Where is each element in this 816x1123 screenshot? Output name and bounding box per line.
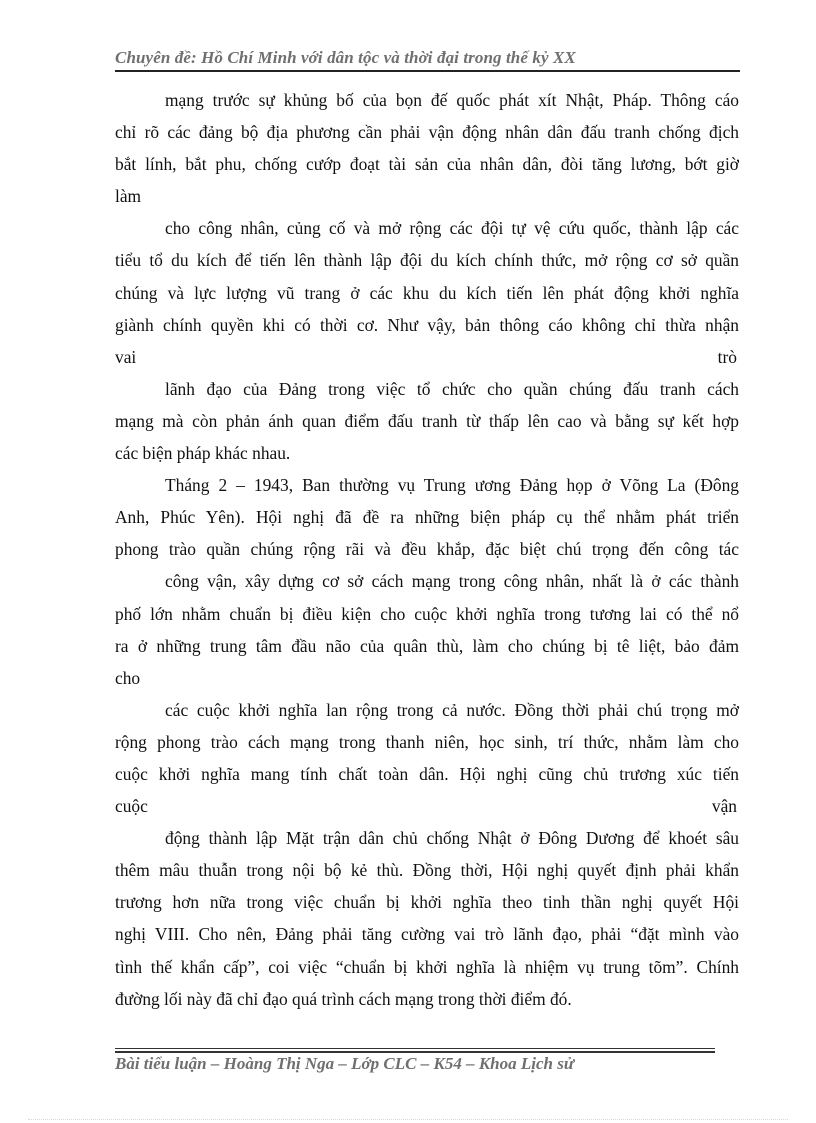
text-line: giành chính quyền khi có thời cơ. Như vậy, bản thông cáo không chỉ thừa nhận	[115, 314, 739, 335]
text-line: đường lối này đã chỉ đạo quá trình cách mạng trong thời điểm đó.	[115, 988, 572, 1009]
text-line-split	[115, 790, 739, 822]
text-line-split	[115, 341, 739, 373]
text-line: cho công nhân, củng cố và mở rộng các đội tự vệ cứu quốc, thành lập các	[165, 218, 739, 239]
text-line: bắt lính, bắt phu, chống cướp đoạt tài sản của nhân dân, đòi tăng lương, bớt giờ	[115, 154, 739, 175]
text-line: động thành lập Mặt trận dân chủ chống Nhật ở Đông Dương để khoét sâu	[165, 828, 739, 849]
header-divider	[115, 70, 740, 72]
text-fragment: vai	[115, 346, 137, 367]
text-line: lãnh đạo của Đảng trong việc tổ chức cho quần chúng đấu tranh cách	[165, 378, 739, 399]
footer-divider-thick	[115, 1051, 715, 1053]
footer-divider-thin	[115, 1048, 715, 1049]
text-line: chúng và lực lượng vũ trang ở các khu du kích tiến lên phát động khởi nghĩa	[115, 282, 739, 303]
page-header-title: Chuyên đề: Hồ Chí Minh với dân tộc và thời đại trong thế kỷ XX	[115, 48, 576, 67]
text-fragment: cuộc	[115, 796, 148, 817]
text-line: tình thế khẩn cấp”, coi việc “chuẩn bị khởi nghĩa là nhiệm vụ trung tõm”. Chính	[115, 956, 739, 977]
text-line: phố lớn nhằm chuẩn bị điều kiện cho cuộc khởi nghĩa trong tương lai có thể nổ	[115, 603, 739, 624]
page-bottom-border	[28, 1119, 788, 1120]
text-fragment: vận	[711, 796, 737, 817]
text-line: ra ở những trung tâm đầu não của quân thù, làm cho chúng bị tê liệt, bảo đảm	[115, 635, 739, 656]
text-line: làm	[115, 186, 142, 207]
text-line: mạng trước sự khủng bố của bọn đế quốc phát xít Nhật, Pháp. Thông cáo	[165, 90, 739, 110]
text-line: công vận, xây dựng cơ sở cách mạng trong công nhân, nhất là ở các thành	[165, 571, 739, 592]
text-line: Tháng 2 – 1943, Ban thường vụ Trung ương Đảng họp ở Võng La (Đông	[165, 475, 739, 496]
text-line: mạng mà còn phản ánh quan điểm đấu tranh từ thấp lên cao và bằng sự kết hợp	[115, 410, 739, 431]
page-footer-text: Bài tiểu luận – Hoàng Thị Nga – Lớp CLC – K54 – Khoa Lịch sử	[115, 1054, 575, 1073]
text-line: rộng phong trào cách mạng trong thanh niên, học sinh, trí thức, nhằm làm cho	[115, 731, 739, 752]
text-fragment: trò	[717, 346, 737, 367]
text-line: chỉ rõ các đảng bộ địa phương cần phải vận động nhân dân đấu tranh chống địch	[115, 122, 739, 143]
text-line: cho	[115, 667, 141, 688]
text-line: phong trào quần chúng rộng rãi và đều khắp, đặc biệt chú trọng đến công tác	[115, 539, 739, 560]
text-line: các biện pháp khác nhau.	[115, 443, 291, 464]
text-line: thêm mâu thuẫn trong nội bộ kẻ thù. Đồng thời, Hội nghị quyết định phải khẩn	[115, 860, 739, 881]
text-line: cuộc khởi nghĩa mang tính chất toàn dân. Hội nghị cũng chủ trương xúc tiến	[115, 763, 739, 784]
text-line: các cuộc khởi nghĩa lan rộng trong cả nước. Đồng thời phải chú trọng mở	[165, 699, 739, 720]
text-line: tiểu tổ du kích để tiến lên thành lập đội du kích chính thức, mở rộng cơ sở quần	[115, 250, 739, 271]
document-body	[115, 84, 739, 1015]
text-line: Anh, Phúc Yên). Hội nghị đã đề ra những biện pháp cụ thể nhằm phát triển	[115, 507, 739, 528]
text-line: trương hơn nữa trong việc chuẩn bị khởi nghĩa theo tinh thần nghị quyết Hội	[115, 892, 739, 913]
text-line: nghị VIII. Cho nên, Đảng phải tăng cường vai trò lãnh đạo, phải “đặt mình vào	[115, 924, 739, 945]
